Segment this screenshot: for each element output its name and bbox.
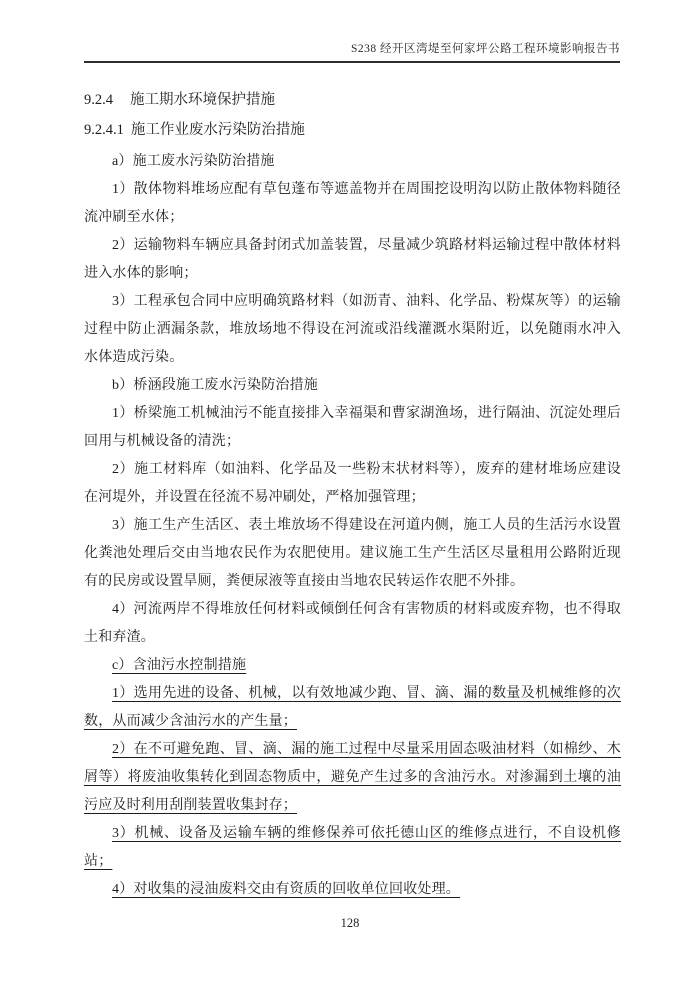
paragraph: 3）工程承包合同中应明确筑路材料（如沥青、油料、化学品、粉煤灰等）的运输过程中防止洒漏条款，堆放场地不得设在河流或沿线灌溉水渠附近，以免随雨水冲入水体造成污染。 — [84, 294, 621, 365]
page-footer — [0, 916, 700, 931]
heading-title: 施工作业废水污染防治措施 — [130, 122, 305, 138]
paragraph: 3）机械、设备及运输车辆的维修保养可依托德山区的维修点进行，不自设机修站； — [84, 826, 621, 869]
heading-title: 施工期水环境保护措施 — [130, 92, 275, 108]
paragraph: 2）运输物料车辆应具备封闭式加盖装置，尽量减少筑路材料运输过程中散体材料进入水体的影响； — [84, 238, 621, 281]
header-rule — [84, 61, 620, 63]
page-number: 128 — [340, 916, 360, 930]
heading-number: 9.2.4 — [84, 92, 113, 108]
paragraph: a）施工废水污染防治措施 — [112, 154, 275, 169]
paragraph: b）桥涵段施工废水污染防治措施 — [112, 378, 318, 393]
paragraph: 1）散体物料堆场应配有草包蓬布等遮盖物并在周围挖设明沟以防止散体物料随径流冲刷至水体； — [84, 182, 621, 225]
page-header — [84, 40, 620, 56]
paragraph: 4）对收集的浸油废料交由有资质的回收单位回收处理。 — [112, 882, 460, 897]
paragraph: 1）选用先进的设备、机械，以有效地减少跑、冒、滴、漏的数量及机械维修的次数，从而减少含油污水的产生量； — [84, 686, 621, 729]
document-body — [84, 86, 621, 904]
paragraph: c）含油污水控制措施 — [112, 658, 247, 673]
paragraph: 2）在不可避免跑、冒、滴、漏的施工过程中尽量采用固态吸油材料（如棉纱、木屑等）将废油收集转化到固态物质中，避免产生过多的含油污水。对渗漏到土壤的油污应及时利用刮削装置收集封存； — [84, 742, 621, 813]
paragraph: 3）施工生产生活区、表土堆放场不得建设在河道内侧，施工人员的生活污水设置化粪池处理后交由当地农民作为农肥使用。建议施工生产生活区尽量租用公路附近现有的民房或设置旱厕，粪便尿液等直接由当地农民转运作农肥不外排。 — [84, 518, 621, 589]
paragraph: 4）河流两岸不得堆放任何材料或倾倒任何含有害物质的材料或废弃物，也不得取土和弃渣。 — [84, 602, 621, 645]
section-heading-9-2-4-1 — [84, 116, 621, 144]
header-title: S238 经开区湾堤至何家坪公路工程环境影响报告书 — [350, 43, 620, 55]
section-heading-9-2-4 — [84, 86, 621, 114]
paragraph: 1）桥梁施工机械油污不能直接排入幸福渠和曹家湖渔场，进行隔油、沉淀处理后回用与机械设备的清洗； — [84, 406, 621, 449]
heading-number: 9.2.4.1 — [84, 122, 124, 138]
paragraph: 2）施工材料库（如油料、化学品及一些粉末状材料等），废弃的建材堆场应建设在河堤外，并设置在径流不易冲刷处，严格加强管理； — [84, 462, 621, 505]
